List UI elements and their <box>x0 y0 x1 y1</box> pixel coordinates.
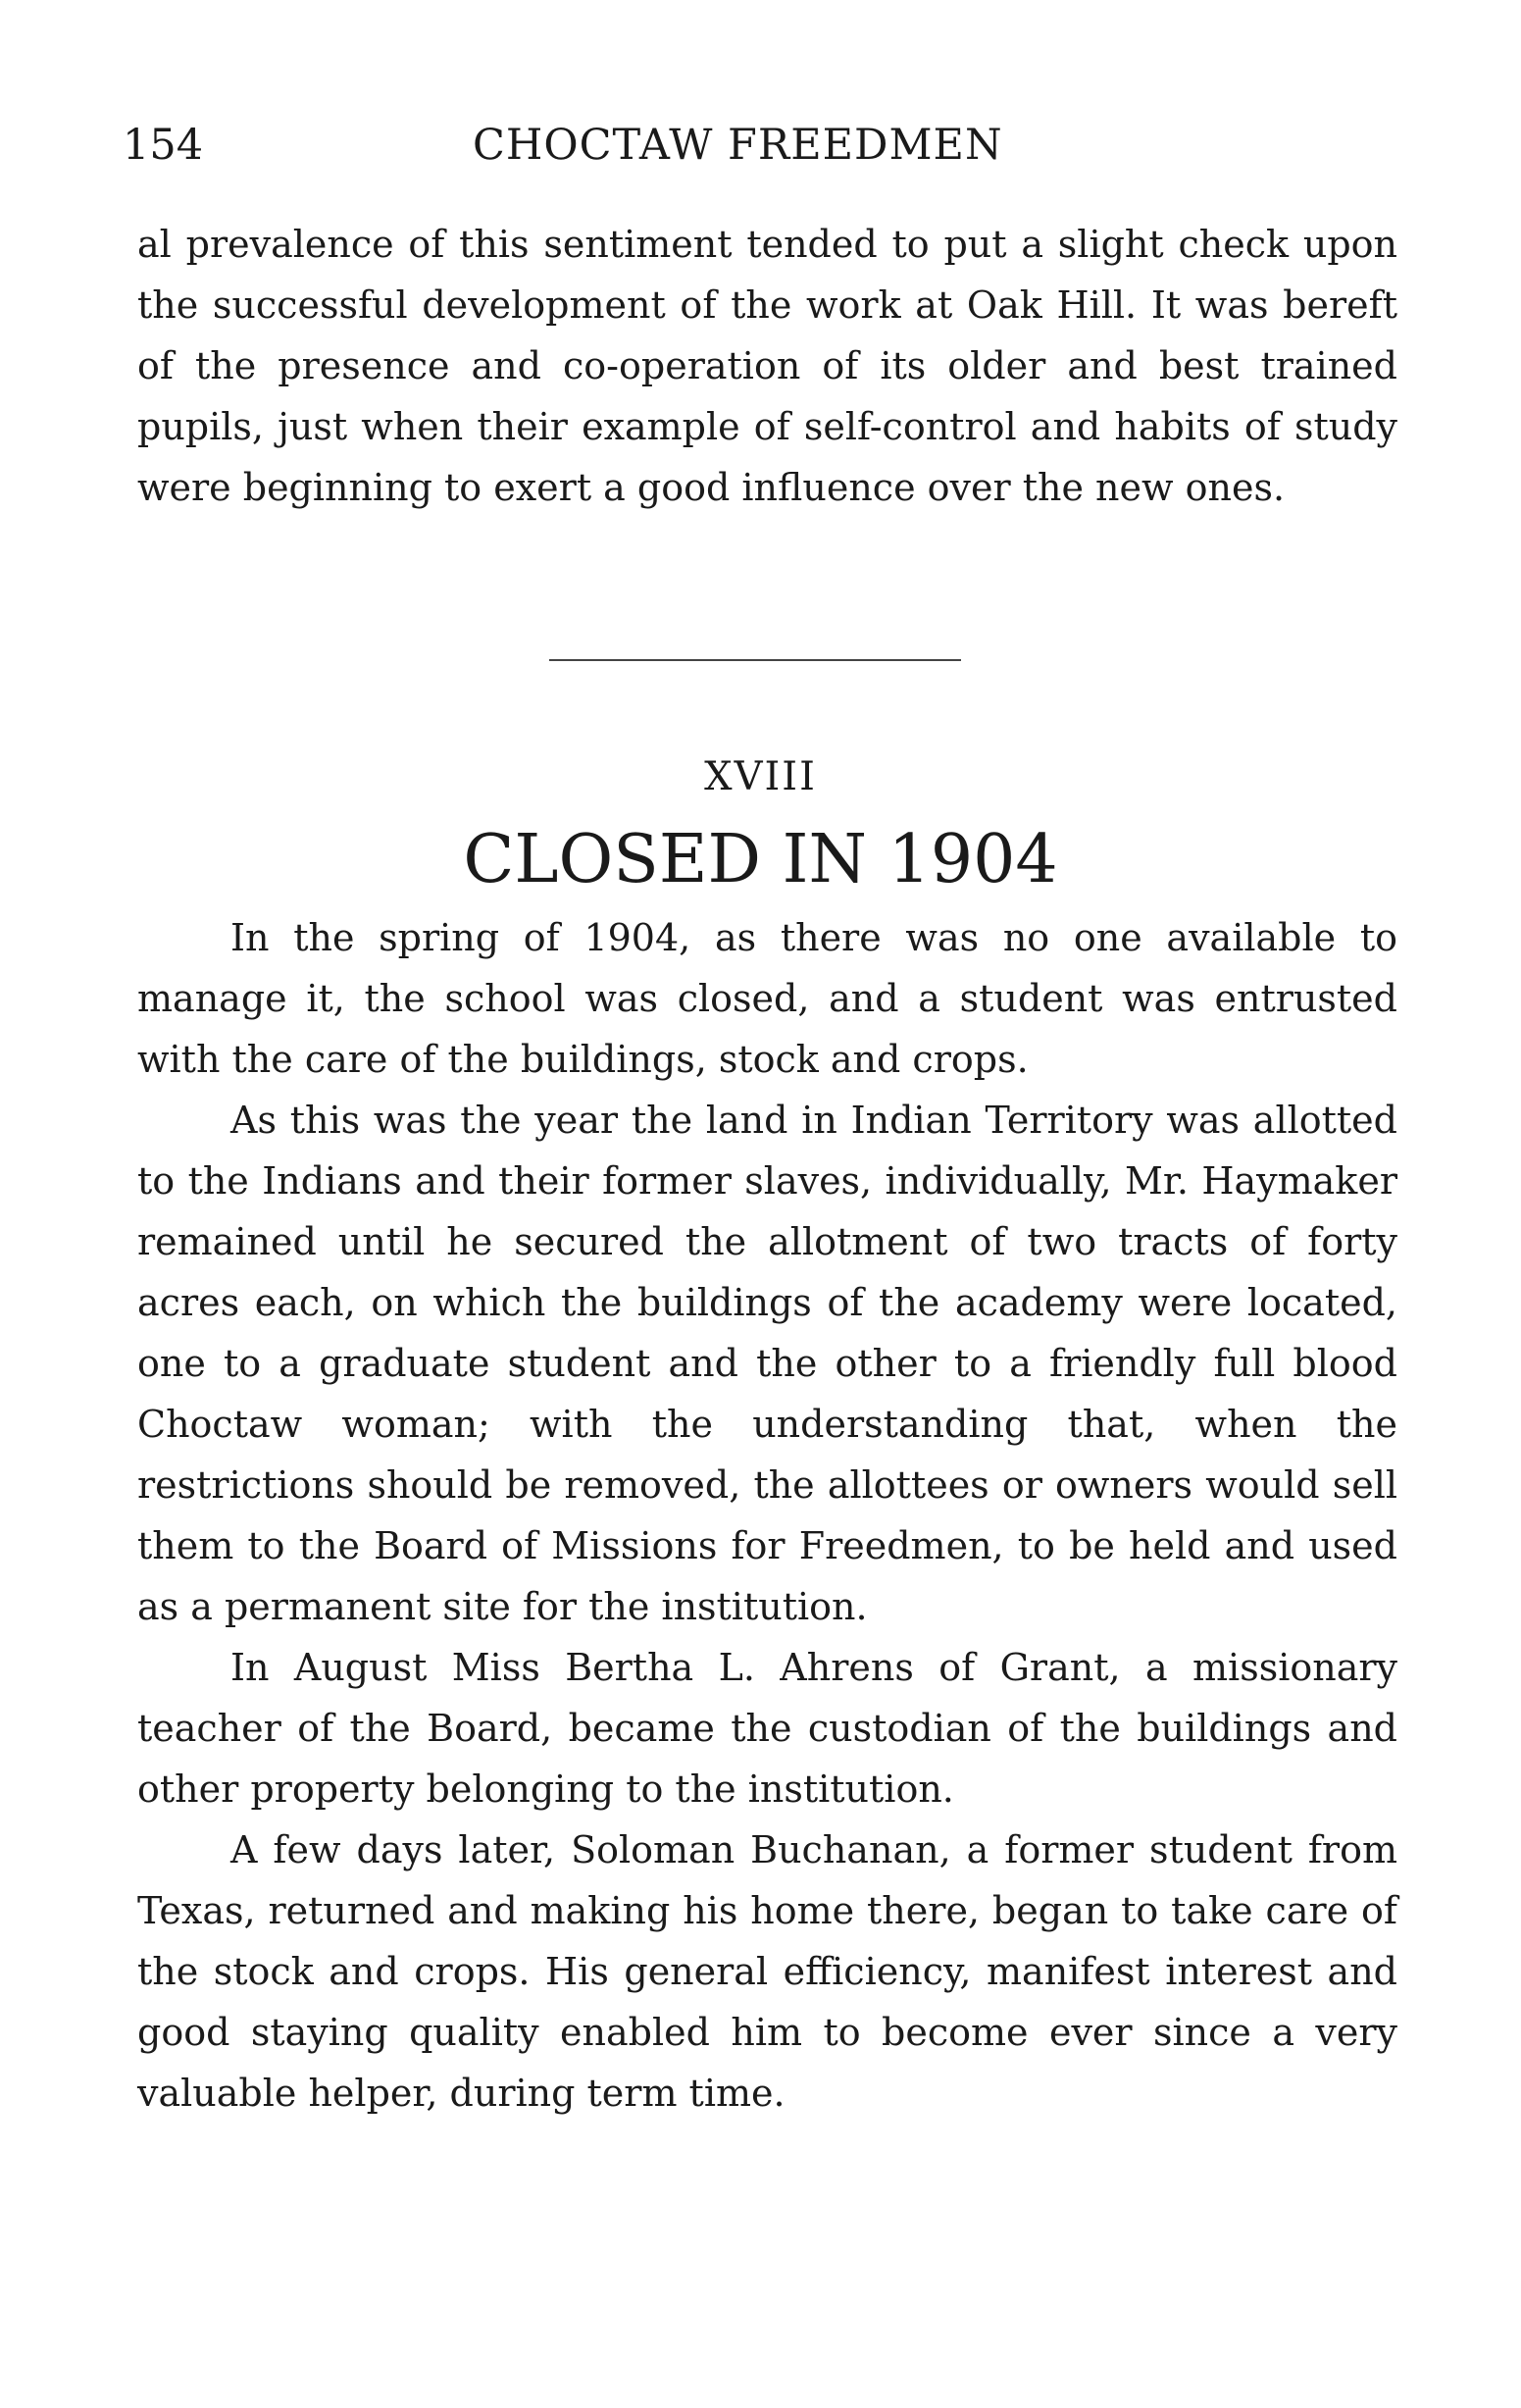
section-divider <box>549 659 961 661</box>
chapter-number: XVIII <box>704 754 817 799</box>
opening-paragraph: al prevalence of this sentiment tended to put a slight check upon the successful development of the work at Oak Hill. It was bereft of the presence and co-operation of its older and best trained pupils, just when their example of self-control and habits of study were beginning to exert a good influence over the new ones. <box>137 223 1397 509</box>
chapter-title: CLOSED IN 1904 <box>463 821 1058 898</box>
paragraph: As this was the year the land in Indian Territory was allotted to the Indians and their former slaves, individually, Mr. Haymaker remained until he secured the allotment of two tracts of forty acres each, on which the buildings of the academy were located, one to a graduate student and the other to a friendly full blood Choctaw woman; with the understanding that, when the restrictions should be removed, the allottees or owners would sell them to the Board of Missions for Freedmen, to be held and used as a permanent site for the institution. <box>137 1099 1397 1628</box>
running-head: CHOCTAW FREEDMEN <box>473 121 1003 170</box>
chapter-body <box>137 907 1397 2124</box>
paragraph: In August Miss Bertha L. Ahrens of Grant, a missionary teacher of the Board, became the custodian of the buildings and other property belonging to the institution. <box>137 1646 1397 1811</box>
opening-text <box>137 214 1397 518</box>
page-number: 154 <box>123 121 204 170</box>
page-header <box>123 116 1397 175</box>
paragraph: A few days later, Soloman Buchanan, a former student from Texas, returned and making his home there, began to take care of the stock and crops. His general efficiency, manifest interest and good staying quality enabled him to become ever since a very valuable helper, during term time. <box>137 1828 1397 2115</box>
paragraph: In the spring of 1904, as there was no one available to manage it, the school was closed, and a student was entrusted with the care of the buildings, stock and crops. <box>137 916 1397 1081</box>
